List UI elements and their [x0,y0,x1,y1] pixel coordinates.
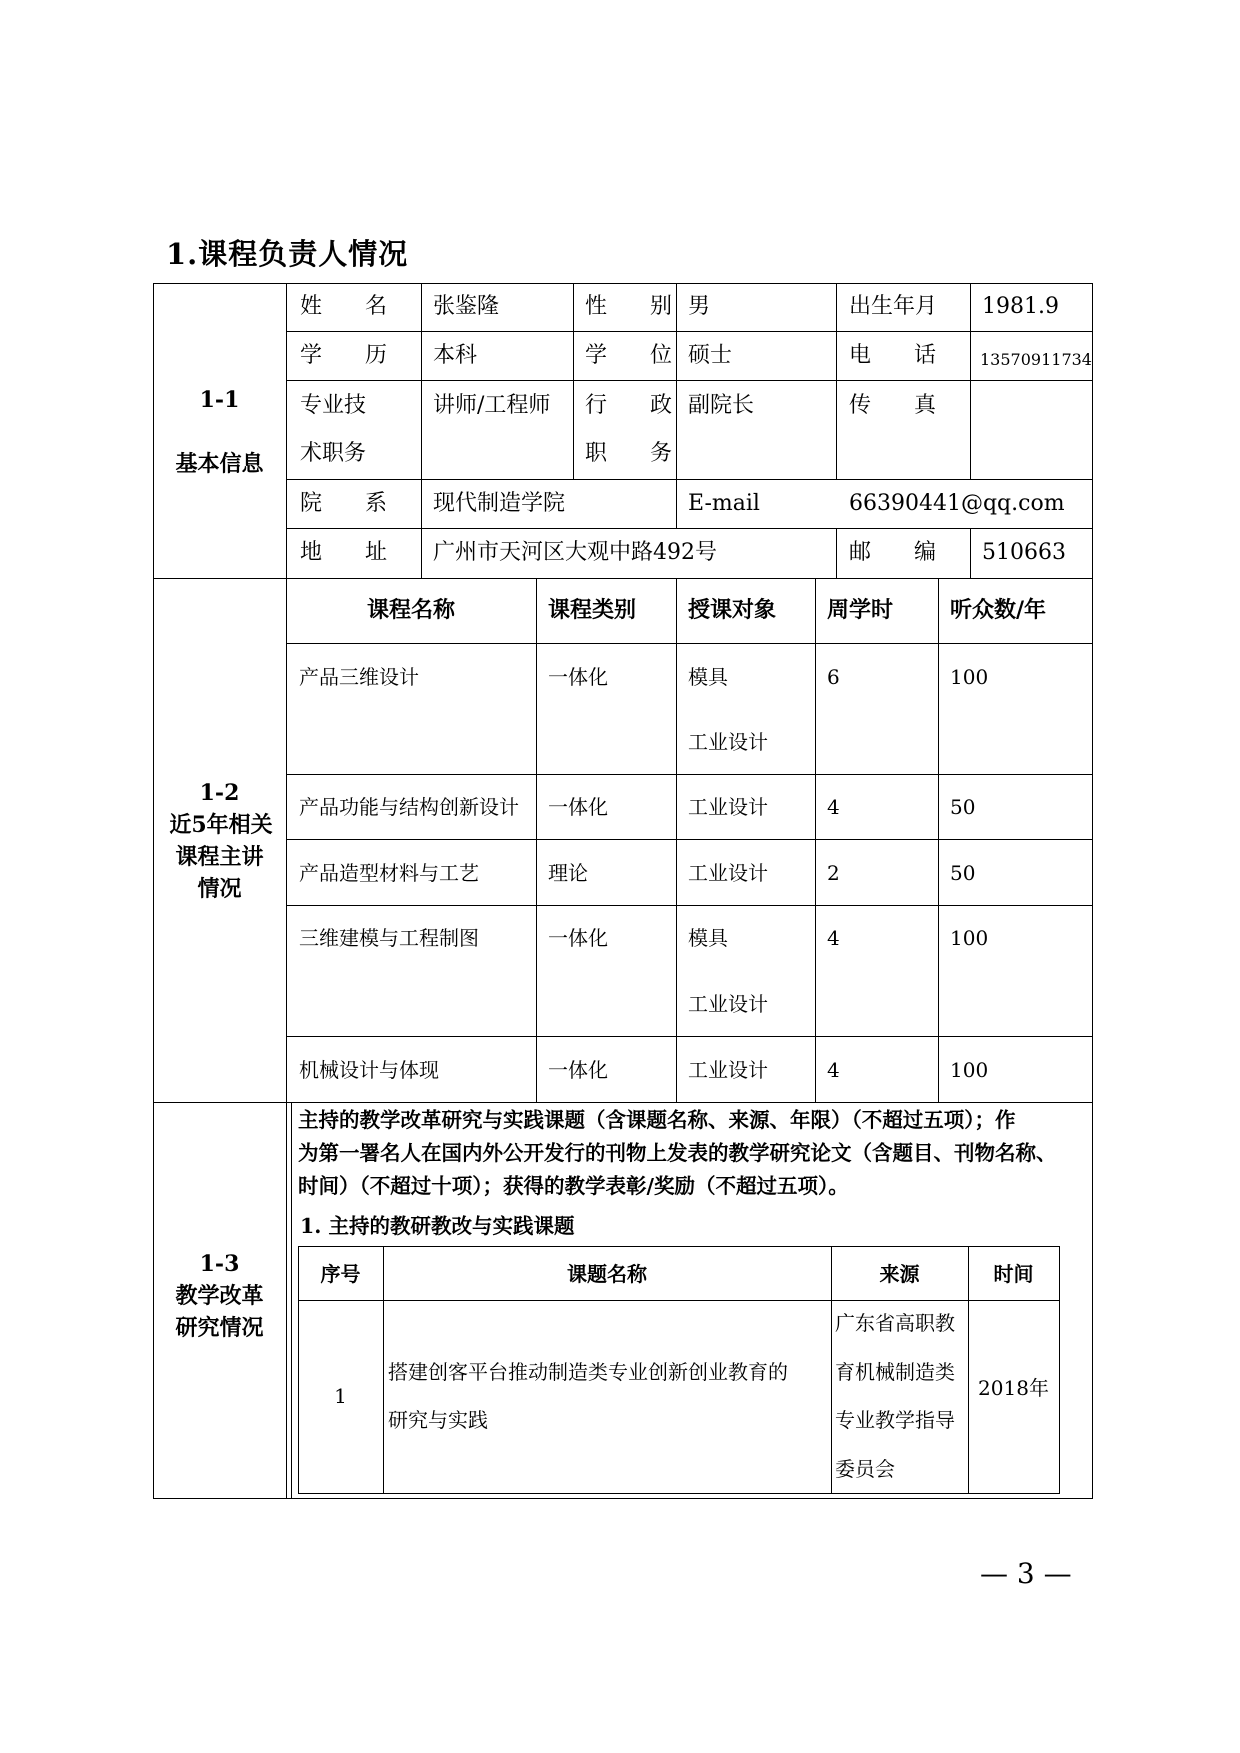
table-row: 模具 [688,665,728,689]
phone-value: 13570911734 [980,350,1092,369]
topic-no: 1 [334,1384,347,1408]
s3-intro-line-3: 时间）（不超过十项）；获得的教学表彰/奖励（不超过五项）。 [298,1174,849,1198]
email-label: E-mail [688,491,760,516]
course-header-name: 课程名称 [366,597,455,623]
table-row: 工业设计 [688,730,768,754]
edu-label: 学 历 [300,343,405,368]
page-number: — 3 — [980,1557,1072,1590]
table-row: 100 [950,1058,989,1082]
s3-intro-line-2: 为第一署名人在国内外公开发行的刊物上发表的教学研究论文（含题目、刊物名称、 [298,1141,1057,1165]
table-row: 100 [950,926,989,950]
table-row: 4 [827,1058,840,1082]
s2-label-l2: 课程主讲 [175,844,264,870]
course-header-hours: 周学时 [827,597,894,623]
table-row: 一体化 [548,795,608,819]
topic-header-name: 课题名称 [567,1262,647,1286]
dept-label: 院 系 [300,491,405,516]
s1-label-no: 1-1 [199,387,240,413]
table-row: 50 [950,861,976,885]
topic-header-no: 序号 [320,1262,361,1286]
admin-label-2: 职 务 [585,441,690,466]
s2-label-no: 1-2 [199,780,240,806]
title-label-2: 术职务 [300,441,367,466]
section-title: 1.课程负责人情况 [166,237,409,271]
gender-value: 男 [688,294,711,319]
topic-name-line-1: 搭建创客平台推动制造类专业创新创业教育的 [388,1360,788,1384]
gender-label: 性 别 [585,294,690,319]
table-row: 一体化 [548,1058,608,1082]
table-row: 机械设计与体现 [299,1058,439,1082]
topic-name-line-2: 研究与实践 [388,1408,488,1432]
table-row: 6 [827,665,840,689]
admin-label-1: 行 政 [585,393,690,418]
zip-value: 510663 [982,540,1066,565]
s3-sub-heading: 1. 主持的教研教改与实践课题 [300,1214,575,1238]
title-label-1: 专业技 [300,393,367,418]
s2-label-l3: 情况 [197,876,242,902]
table-row: 产品功能与结构创新设计 [299,795,519,819]
addr-value: 广州市天河区大观中路492号 [433,540,717,565]
table-row: 50 [950,795,976,819]
table-row: 4 [827,795,840,819]
table-row: 工业设计 [688,795,768,819]
dept-value: 现代制造学院 [433,491,566,516]
topic-time: 2018年 [978,1376,1049,1400]
s1-label-name: 基本信息 [175,451,264,477]
course-header-target: 授课对象 [688,597,777,623]
title-value: 讲师/工程师 [433,393,551,418]
birth-value: 1981.9 [982,294,1059,319]
table-row: 一体化 [548,926,608,950]
topic-source-line-1: 广东省高职教 [835,1311,955,1335]
degree-label: 学 位 [585,343,690,368]
s3-label-l2: 研究情况 [175,1315,264,1341]
table-row: 产品造型材料与工艺 [299,861,479,885]
s3-intro-line-1: 主持的教学改革研究与实践课题（含课题名称、来源、年限）（不超过五项）；作 [298,1108,1016,1132]
table-row: 工业设计 [688,861,768,885]
edu-value: 本科 [433,343,478,368]
topic-header-time: 时间 [993,1262,1034,1286]
topic-source-line-2: 育机械制造类 [835,1360,955,1384]
s2-label-l1: 近5年相关 [169,812,273,838]
topic-source-line-4: 委员会 [835,1457,895,1481]
table-row: 工业设计 [688,1058,768,1082]
s3-label-no: 1-3 [199,1251,240,1277]
s3-label-l1: 教学改革 [175,1283,264,1309]
birth-label: 出生年月 [849,294,938,319]
topic-source-line-3: 专业教学指导 [835,1408,955,1432]
table-row: 一体化 [548,665,608,689]
table-row: 4 [827,926,840,950]
course-header-audience: 听众数/年 [950,597,1047,623]
degree-value: 硕士 [688,343,733,368]
admin-value: 副院长 [688,393,755,418]
email-value: 66390441@qq.com [849,491,1065,516]
zip-label: 邮 编 [849,540,954,565]
table-row: 2 [827,861,840,885]
addr-label: 地 址 [300,540,405,565]
table-row: 理论 [548,861,588,885]
table-row: 产品三维设计 [299,665,419,689]
name-value: 张鉴隆 [433,294,500,319]
topic-header-source: 来源 [879,1262,920,1286]
name-label: 姓 名 [300,294,405,319]
course-header-type: 课程类别 [548,597,637,623]
table-row: 模具 [688,926,728,950]
fax-label: 传 真 [849,393,954,418]
table-row: 100 [950,665,989,689]
table-row: 工业设计 [688,992,768,1016]
phone-label: 电 话 [849,343,954,368]
table-row: 三维建模与工程制图 [299,926,479,950]
